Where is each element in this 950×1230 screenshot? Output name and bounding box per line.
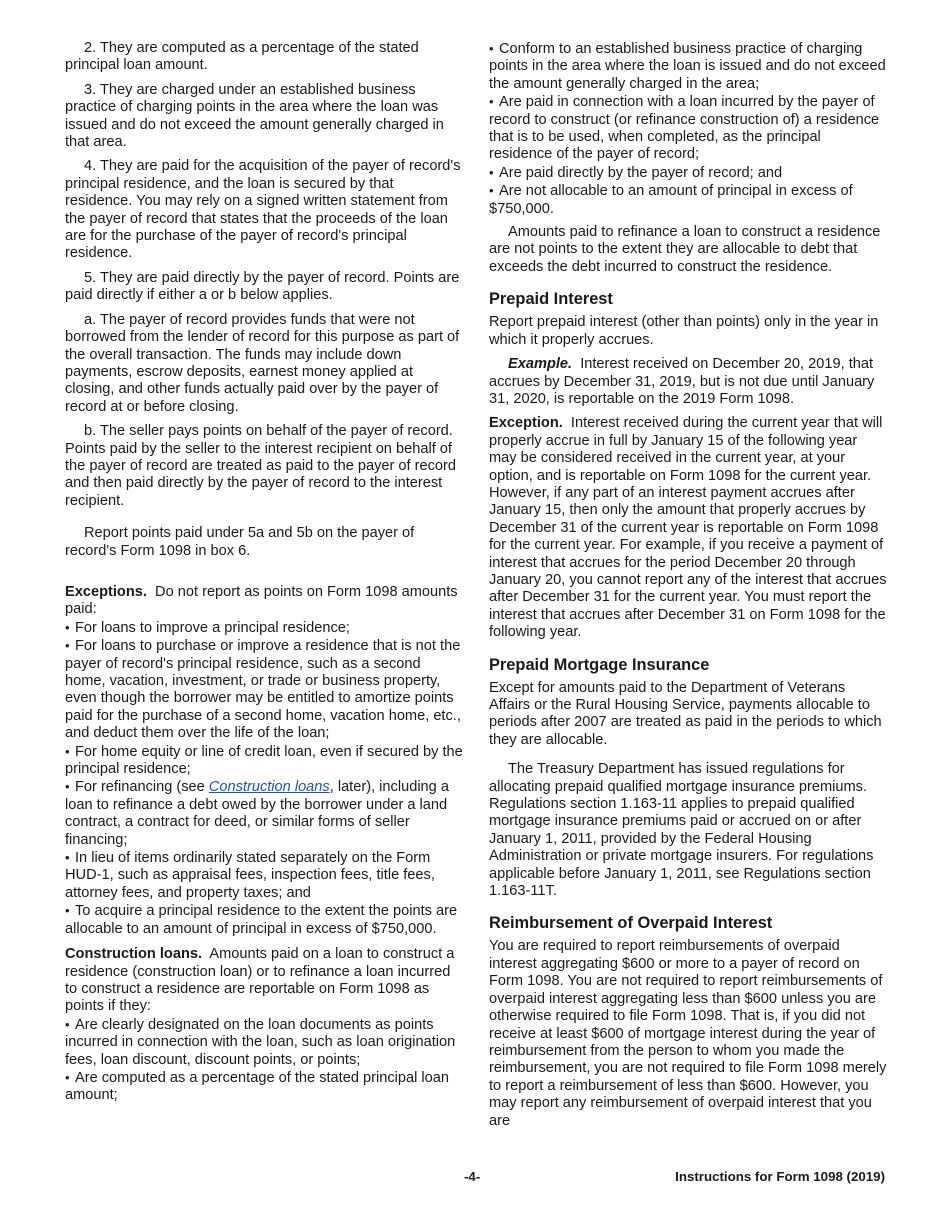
exceptions-bullet: • To acquire a principal residence to the extent the points are allocable to an amount of principal in excess of $750,000. [65,902,463,938]
exceptions-text: Do not report as points on Form 1098 amounts paid: [65,583,458,618]
item-3: 3. They are charged under an established business practice of charging points in the area where the loan was issued and do not exceed the amount generally charged in that area. [65,81,444,151]
construction-bullet: • Are paid directly by the payer of record; and [489,164,887,182]
prepaid-mortgage-insurance-heading: Prepaid Mortgage Insurance [489,655,710,674]
reimbursement-text: You are required to report reimbursements of overpaid interest aggregating $600 or more to a payer of record on Form 1098. You are not required to report reimbursements of overpaid interest aggregating less than $600 unless you are otherwise required to file Form 1098. That is, if you did not receive at least $600 of mortgage interest during the year of reimbursement from the person to whom you made the reimbursement, you are not required to file Form 1098 merely to report a reimbursement of less than $600. However, you may report any reimbursement of overpaid interest that you are [489,938,887,1129]
example-label: Example. [508,356,573,373]
exception-label: Exception. [489,415,563,432]
treasury-paragraph: The Treasury Department has issued regulations for allocating prepaid qualified mortgage insurance premiums. Regulations section 1.163-11 applies to prepaid qualified mortgage insurance premiums paid or accrued on or after January 1, 2011, provided by the Federal Housing Administration or private mortgage insurers. For regulations applicable before January 1, 2011, see Regulations section 1.163-11T. [489,761,874,900]
prepaid-interest-text: Report prepaid interest (other than points) only in the year in which it properly accrues. [489,314,879,348]
exceptions-bullet-refinancing: • For refinancing (see Construction loans, later), including a loan to refinance a debt owed by the borrower under a land contract, a contract for deed, or similar forms of seller financing; [65,778,463,849]
page-number: -4- [464,1169,481,1184]
exceptions-label: Exceptions. [65,583,147,600]
construction-bullet: • Are not allocable to an amount of principal in excess of $750,000. [489,182,887,218]
example-paragraph [489,356,887,408]
exceptions-bullet: • For loans to purchase or improve a residence that is not the payer of record's principal residence, such as a second home, vacation, investment, or trade or business property, even though the borrower may be entitled to amortize points paid for the purchase of a second home, vacation home, etc., and deduct them over the life of the loan; [65,637,463,742]
construction-loans-label: Construction loans. [65,946,203,963]
exceptions-bullet: • For home equity or line of credit loan, even if secured by the principal residence; [65,743,463,779]
exceptions-bullet: • In lieu of items ordinarily stated separately on the Form HUD-1, such as appraisal fees, inspection fees, title fees, attorney fees, and property taxes; and [65,849,463,902]
exceptions-paragraph [65,584,463,619]
construction-bullet: • Are clearly designated on the loan documents as points incurred in connection with the loan, such as loan origination fees, loan discount, discount points, or points; [65,1016,463,1069]
right-column [489,40,887,1137]
construction-bullet: • Are computed as a percentage of the stated principal loan amount; [65,1069,463,1105]
prepaid-mortgage-insurance-text: Except for amounts paid to the Department of Veterans Affairs or the Rural Housing Service, payments allocable to periods after 2007 are treated as paid in the periods to which they are allocable. [489,679,882,748]
example-text: Interest received on December 20, 2019, that accrues by December 31, 2019, but is not due until January 31, 2020, is reportable on the 2019 Form 1098. [489,356,875,407]
item-5b: b. The seller pays points on behalf of the payer of record. Points paid by the seller to the interest recipient on behalf of the payer of record are treated as paid to the payer of record and then paid directly by the payer of record to the interest recipient. [65,423,457,509]
item-5a: a. The payer of record provides funds that were not borrowed from the lender of record for this purpose as part of the overall transaction. The funds may include down payments, escrow deposits, earnest money applied at closing, and other funds actually paid over by the payer of record at or before closing. [65,311,460,415]
refinance-paragraph: Amounts paid to refinance a loan to construct a residence are not points to the extent they are allocable to debt that exceeds the debt incurred to construct the residence. [489,224,881,275]
construction-loans-text: Amounts paid on a loan to construct a residence (construction loan) or to refinance a loan incurred to construct a residence are reportable on Form 1098 as points if they: [65,946,455,1015]
prepaid-interest-heading: Prepaid Interest [489,290,613,309]
item-2: 2. They are computed as a percentage of the stated principal loan amount. [65,40,419,74]
footer-title: Instructions for Form 1098 (2019) [675,1169,885,1184]
left-column [65,40,463,1105]
exceptions-bullet: • For loans to improve a principal residence; [65,619,463,637]
item-4: 4. They are paid for the acquisition of the payer of record's principal residence, and the loan is secured by that residence. You may rely on a signed written statement from the payer of record that states that the proceeds of the loan are for the purchase of the payer of record's principal residence. [65,158,461,262]
construction-bullet: • Are paid in connection with a loan incurred by the payer of record to construct (or refinance construction of) a residence that is to be used, when completed, as the principal residence of the payer of record; [489,93,887,164]
construction-loans-link[interactable]: Construction loans [208,779,330,796]
item-5: 5. They are paid directly by the payer of record. Points are paid directly if either a or b below applies. [65,269,460,304]
construction-loans-paragraph [65,946,463,1016]
construction-bullet: • Conform to an established business practice of charging points in the area where the loan is issued and do not exceed the amount generally charged in the area; [489,40,887,93]
reimbursement-heading: Reimbursement of Overpaid Interest [489,914,773,933]
exception-paragraph [489,415,887,641]
report-points-paragraph: Report points paid under 5a and 5b on the payer of record's Form 1098 in box 6. [65,525,415,559]
page-footer [0,1169,950,1189]
exception-text: Interest received during the current year that will properly accrue in full by January 15 of the following year may be considered received in the current year, at your option, and is reportable on Form 1098 for the current year. However, if any part of an interest payment accrues after January 15, then only the amount that properly accrues by December 31 of the current year is reportable on Form 1098 for the current year. For example, if you receive a payment of interest that accrues for the period December 20 through January 20, you cannot report any of the interest that accrues after December 31 for the current year. You must report the interest that accrues after December 31 on Form 1098 for the following year. [489,415,887,641]
